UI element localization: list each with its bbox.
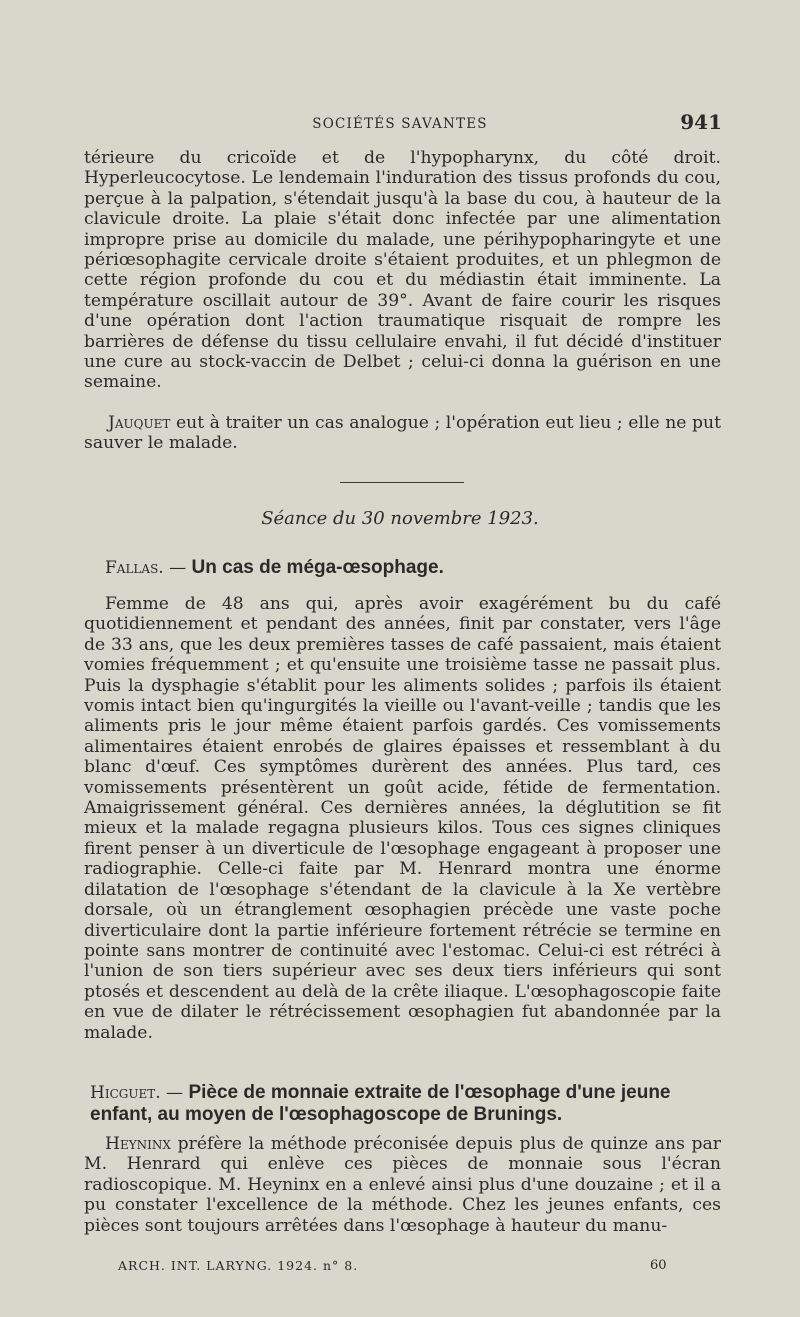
section-divider xyxy=(340,482,464,483)
communication-heading-fallas xyxy=(105,557,755,579)
author-name: Heyninx xyxy=(105,1134,171,1154)
heading-separator: . — xyxy=(158,558,192,578)
journal-footer: ARCH. INT. LARYNG. 1924. n° 8. xyxy=(118,1258,359,1273)
session-heading: Séance du 30 novembre 1923. xyxy=(261,508,539,529)
paragraph-continuation: térieure du cricoïde et de l'hypopharynx, du côté droit. Hyperleucocytose. Le lendemain l'induration des tissus profonds du cou, perçue à la palpation, s'étendait jusqu'à la base du cou, à hauteur de la clavicule droite. La plaie s'était donc infectée par une alimentation impropre prise au domicile du malade, une périhypopharingyte et une périœsophagite cervicale droite s'étaient produites, et un phlegmon de cette région profonde du cou et du médiastin était imminente. La température oscillait autour de 39°. Avant de faire courir les risques d'une opération dont l'action traumatique risquait de rompre les barrières de défense du tissu cellulaire envahi, il fut décidé d'instituer une cure au stock-vaccin de Delbet ; celui-ci donna la guérison en une semaine. xyxy=(84,148,721,393)
author-name: Hicguet xyxy=(90,1083,156,1103)
heading-separator: . — xyxy=(155,1083,189,1103)
paragraph-text: préfère la méthode préconisée depuis plus de quinze ans par M. Henrard qui enlève ces pièces de monnaie sous l'écran radioscopique. M. Heyninx en a enlevé ainsi plus d'une douzaine ; et il a pu constater l'excellence de la méthode. Chez les jeunes enfants, ces pièces sont toujours arrêtées dans l'œsophage à hauteur du manu- xyxy=(84,1134,721,1236)
author-name: Fallas xyxy=(105,558,159,578)
paragraph-fallas-body: Femme de 48 ans qui, après avoir exagérément bu du café quotidiennement et pendant des années, finit par constater, vers l'âge de 33 ans, que les deux premières tasses de café passaient, mais étaient vomies fréquemment ; et qu'ensuite une troisième tasse ne passait plus. Puis la dysphagie s'établit pour les aliments solides ; parfois ils étaient vomis intact bien qu'ingurgités la vieille ou l'avant-veille ; tandis que les aliments pris le jour même étaient parfois gardés. Ces vomissements alimentaires étaient enrobés de glaires épaisses et ressemblant à du blanc d'œuf. Ces symptômes durèrent des années. Plus tard, ces vomissements présentèrent un goût acide, fétide de fermentation. Amaigrissement général. Ces dernières années, la déglutition se fit mieux et la malade regagna plusieurs kilos. Tous ces signes cliniques firent penser à un diverticule de l'œsophage engageant à proposer une radiographie. Celle-ci faite par M. Henrard montra une énorme dilatation de l'œsophage s'étendant de la clavicule à la Xe vertèbre dorsale, où un étranglement œsophagien précède une vaste poche diverticulaire dont la partie inférieure fortement rétrécie se termine en pointe sans montrer de continuité avec l'estomac. Celui-ci est rétréci à l'union de son tiers supérieur avec ses deux tiers inférieurs qui sont ptosés et descendent au delà de la crête iliaque. L'œsophagoscopie faite en vue de dilater le rétrécissement œsophagien fut abandonnée par la malade. xyxy=(84,594,721,1043)
paragraph-jauquet xyxy=(84,413,721,454)
paragraph-text: eut à traiter un cas analogue ; l'opération eut lieu ; elle ne put sauver le malade. xyxy=(84,413,721,454)
author-name: Jauquet xyxy=(108,413,171,433)
paragraph-heyninx xyxy=(84,1134,721,1236)
running-header: SOCIÉTÉS SAVANTES xyxy=(312,116,488,132)
page-number: 941 xyxy=(680,110,722,134)
communication-title: Pièce de monnaie extraite de l'œsophage d'une jeune enfant, au moyen de l'œsophagoscope de Brunings. xyxy=(90,1082,671,1125)
communication-title: Un cas de méga-œsophage. xyxy=(191,557,444,578)
signature-mark: 60 xyxy=(650,1258,667,1273)
communication-heading-hicguet xyxy=(90,1082,730,1126)
